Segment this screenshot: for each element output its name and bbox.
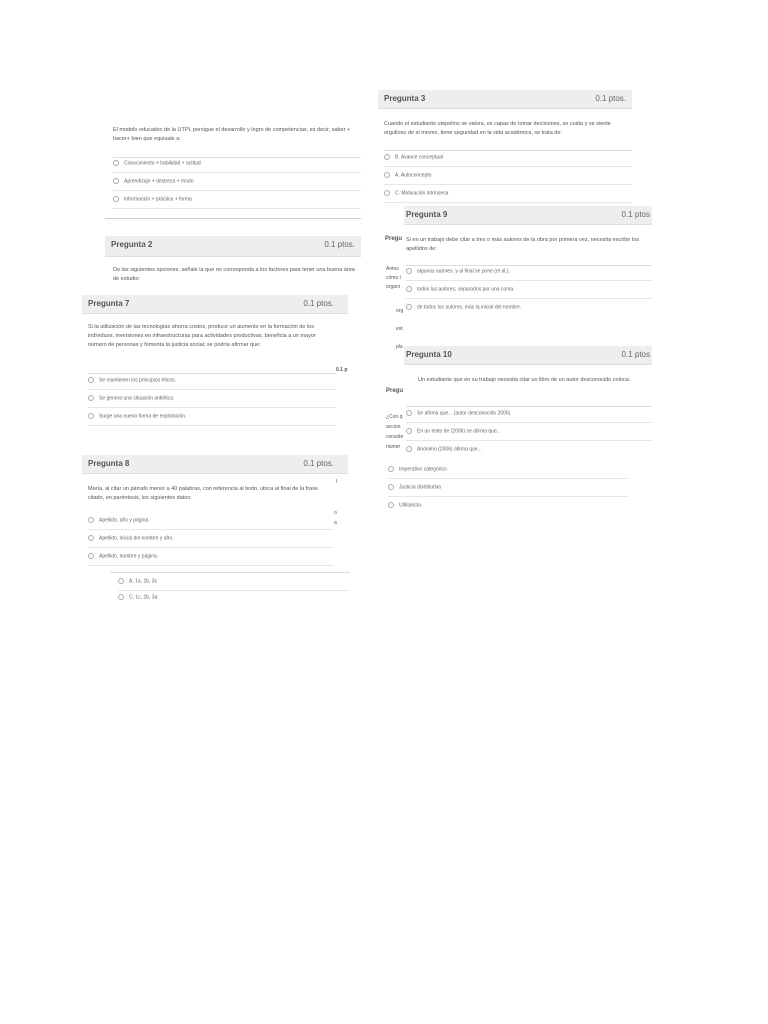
option-label: Apellido, inicial del nombre y año.	[99, 535, 174, 542]
option-label: Aprendizaje + destreza + modo	[124, 178, 194, 185]
option-8b-1[interactable]	[118, 578, 350, 591]
radio-icon[interactable]	[388, 466, 394, 472]
option-3-2[interactable]	[384, 172, 632, 185]
option-label: Se afirma que... (autor desconocido 2006)	[417, 410, 511, 417]
fragment-text: Antes	[386, 266, 399, 272]
option-label: Apellido, año y página.	[99, 517, 150, 524]
option-7-3[interactable]	[88, 413, 336, 426]
question-2-title: Pregunta 2	[111, 240, 153, 249]
option-label: de todos los autores, más la inicial del nombre.	[417, 304, 522, 311]
option-7-2[interactable]	[88, 395, 336, 408]
option-label: Información + práctica + forma	[124, 196, 192, 203]
radio-icon[interactable]	[118, 594, 124, 600]
question-2-text: De las siguientes opciones, señale la que no corresponda a los factores para tener una buena área de estudio:	[113, 267, 355, 282]
panel-question-7-8	[82, 295, 348, 607]
radio-icon[interactable]	[406, 268, 412, 274]
question-3-text: Cuando el estudiante utepelino se valora, es capaz de tomar decisiones, se cuida y se siente orgulloso de sí mismo, tiene seguridad en la vida académica, se trata de:	[384, 121, 611, 136]
option-8-1[interactable]	[88, 517, 334, 530]
option-9-1[interactable]	[406, 268, 652, 281]
divider	[88, 373, 336, 374]
option-label: Se mantienen los principios éticos.	[99, 377, 176, 384]
radio-icon[interactable]	[118, 578, 124, 584]
option-10b-2[interactable]	[388, 484, 628, 497]
option-label: B. Avance conceptual	[395, 154, 443, 161]
option-label: Justicia distributiva	[399, 484, 441, 491]
option-label: Conocimiento + habilidad + actitud	[124, 160, 201, 167]
radio-icon[interactable]	[88, 535, 94, 541]
option-label: C. Motivación intrínseca	[395, 190, 449, 197]
fragment-text: conside	[386, 434, 404, 440]
fragment-text: pla	[396, 344, 403, 350]
option-label: C. 1c, 2b, 3a	[129, 594, 158, 601]
question-7-points: 0.1 ptos.	[303, 299, 334, 308]
option-label: Se genera una situación antiética.	[99, 395, 175, 402]
question-10-title: Pregunta 10	[406, 350, 452, 359]
option-3-3[interactable]	[384, 190, 632, 203]
question-7-text: Si la utilización de las tecnologías ahorra costos, produce un aumento en la formación de los individuos, inversiones en infraestructuras para actividades productivas, beneficia a un mayor número de personas y fomenta la justicia social; se podría afirmar que:	[88, 324, 316, 348]
radio-icon[interactable]	[388, 484, 394, 490]
question-2-header	[105, 236, 361, 257]
question-9-header	[404, 206, 652, 225]
fragment-text: est	[396, 326, 403, 332]
radio-icon[interactable]	[384, 190, 390, 196]
radio-icon[interactable]	[384, 172, 390, 178]
divider	[384, 150, 632, 151]
fragment-text: org	[396, 308, 404, 314]
fragment-text: Pregu	[385, 236, 403, 242]
option-label: Utilitarista	[399, 502, 421, 509]
divider	[113, 157, 361, 158]
question-10-text: Un estudiante que en su trabajo necesita citar un libro de un autor desconocido coloca:	[418, 377, 631, 383]
question-3-header	[378, 90, 632, 109]
option-1-1[interactable]	[113, 160, 361, 173]
question-8-title: Pregunta 8	[88, 459, 130, 468]
question-8-edge-2: o	[334, 510, 337, 516]
question-8-edge-3: a	[334, 520, 337, 526]
fragment-text: Pregu	[386, 388, 404, 394]
option-7-1[interactable]	[88, 377, 336, 390]
option-10-3[interactable]	[406, 446, 652, 458]
question-8-header	[82, 455, 348, 474]
panel-question-8-answers	[110, 572, 350, 612]
divider	[406, 406, 652, 407]
option-1-2[interactable]	[113, 178, 361, 191]
option-3-1[interactable]	[384, 154, 632, 167]
fragment-text: organi	[386, 284, 400, 290]
radio-icon[interactable]	[406, 410, 412, 416]
panel-question-1	[105, 118, 361, 308]
panel-question-3	[378, 90, 632, 214]
radio-icon[interactable]	[88, 395, 94, 401]
option-label: Imperativo categórico	[399, 466, 447, 473]
question-7-edge-points: 0.1 p	[336, 367, 348, 373]
question-7-header	[82, 295, 348, 314]
option-label: todos los autores, separados por una coma.	[417, 286, 515, 293]
radio-icon[interactable]	[406, 304, 412, 310]
divider	[105, 218, 361, 219]
option-label: algunos autores, y al final se pone (et al.).	[417, 268, 510, 275]
radio-icon[interactable]	[88, 553, 94, 559]
fragment-text: cómo l	[386, 275, 401, 281]
radio-icon[interactable]	[406, 446, 412, 452]
option-8-2[interactable]	[88, 535, 334, 548]
panel-question-10	[404, 346, 652, 458]
question-8-points: 0.1 ptos.	[303, 459, 334, 468]
question-9-title: Pregunta 9	[406, 210, 448, 219]
question-10-points: 0.1 ptos	[621, 350, 650, 359]
option-label: A. Autoconcepto	[395, 172, 432, 179]
question-9-points: 0.1 ptos	[621, 210, 650, 219]
radio-icon[interactable]	[88, 377, 94, 383]
fragment-text: númer	[386, 444, 401, 450]
divider	[406, 265, 652, 266]
divider	[110, 572, 350, 573]
question-7-title: Pregunta 7	[88, 299, 130, 308]
option-8-3[interactable]	[88, 553, 334, 566]
option-10b-3[interactable]	[388, 502, 628, 514]
radio-icon[interactable]	[88, 413, 94, 419]
option-9-2[interactable]	[406, 286, 652, 299]
option-8b-2[interactable]	[118, 594, 350, 606]
question-3-title: Pregunta 3	[384, 94, 426, 103]
option-10-1[interactable]	[406, 410, 652, 423]
option-10b-1[interactable]	[388, 466, 628, 479]
radio-icon[interactable]	[88, 517, 94, 523]
radio-icon[interactable]	[406, 286, 412, 292]
option-9-3[interactable]	[406, 304, 652, 316]
question-8-text: María, al citar un párrafo menor a 40 palabras, con referencia al texto, ubica al final de la frase citado, en paréntesis, los siguientes datos:	[88, 486, 318, 501]
question-10-header	[404, 346, 652, 365]
question-1-text: El modelo educativo de la UTPL persigue el desarrollo y logro de competencias, es decir, saber + hacer+ bien que equivale a:	[113, 127, 351, 142]
radio-icon[interactable]	[388, 502, 394, 508]
question-9-text: Si en un trabajo debe citar a tres o más autores de la obra por primera vez, necesita escribir los apellidos de:	[406, 237, 639, 252]
option-label: En un texto de (2006) se afirma que...	[417, 428, 501, 435]
question-8-edge-1: I	[336, 479, 338, 485]
option-label: Anónimo (2006) afirma que...	[417, 446, 482, 453]
question-2-points: 0.1 ptos.	[324, 240, 355, 249]
question-3-points: 0.1 ptos.	[595, 94, 626, 103]
radio-icon[interactable]	[406, 428, 412, 434]
panel-question-9	[404, 206, 652, 318]
option-10-2[interactable]	[406, 428, 652, 441]
radio-icon[interactable]	[113, 196, 119, 202]
option-label: Apellido, nombre y página.	[99, 553, 159, 560]
option-label: A. 1a, 2b, 3c	[129, 578, 158, 585]
radio-icon[interactable]	[113, 178, 119, 184]
fragment-text: accion	[386, 424, 401, 430]
fragment-text: ¿Con q	[386, 414, 403, 420]
radio-icon[interactable]	[113, 160, 119, 166]
option-1-3[interactable]	[113, 196, 361, 209]
radio-icon[interactable]	[384, 154, 390, 160]
option-label: Surge una nueva forma de explotación.	[99, 413, 187, 420]
